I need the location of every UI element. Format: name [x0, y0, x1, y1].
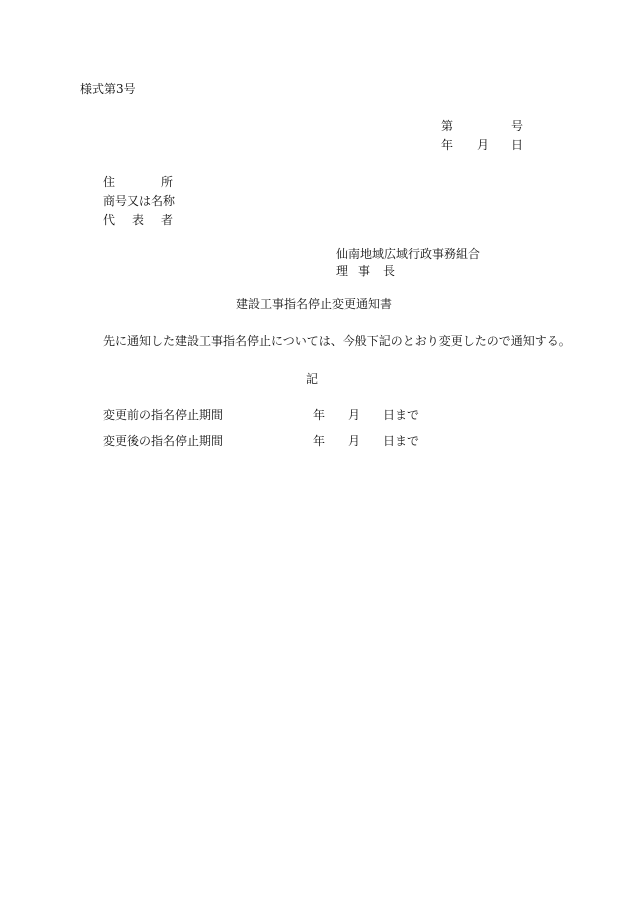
issuer-title-char: 長	[383, 264, 396, 278]
date-month: 月	[477, 138, 490, 152]
period-year: 年	[313, 434, 326, 448]
issuer-title-char: 理	[336, 264, 349, 278]
address-label-char: 所	[161, 175, 174, 189]
document-number-suffix: 号	[511, 119, 524, 133]
document-title: 建設工事指名停止変更通知書	[236, 297, 393, 311]
representative-label-char: 表	[132, 213, 145, 227]
recipient-business-name-label: 商号又は名称	[103, 194, 176, 208]
issuer-organization: 仙南地域広域行政事務組合	[336, 247, 481, 261]
representative-label-char: 者	[161, 213, 174, 227]
period-day-until: 日まで	[383, 408, 420, 422]
body-text: 先に通知した建設工事指名停止については、今般下記のとおり変更したので通知する。	[103, 334, 571, 348]
period-day-until: 日まで	[383, 434, 420, 448]
ki-heading: 記	[306, 372, 319, 386]
date-day: 日	[511, 138, 524, 152]
date-year: 年	[441, 138, 454, 152]
form-number: 様式第3号	[80, 82, 136, 96]
period-month: 月	[348, 434, 361, 448]
period-label: 変更前の指名停止期間	[103, 408, 224, 422]
document-number-prefix: 第	[441, 119, 454, 133]
period-label: 変更後の指名停止期間	[103, 434, 224, 448]
address-label-char: 住	[103, 175, 116, 189]
period-month: 月	[348, 408, 361, 422]
period-year: 年	[313, 408, 326, 422]
representative-label-char: 代	[103, 213, 116, 227]
issuer-title-char: 事	[358, 264, 371, 278]
